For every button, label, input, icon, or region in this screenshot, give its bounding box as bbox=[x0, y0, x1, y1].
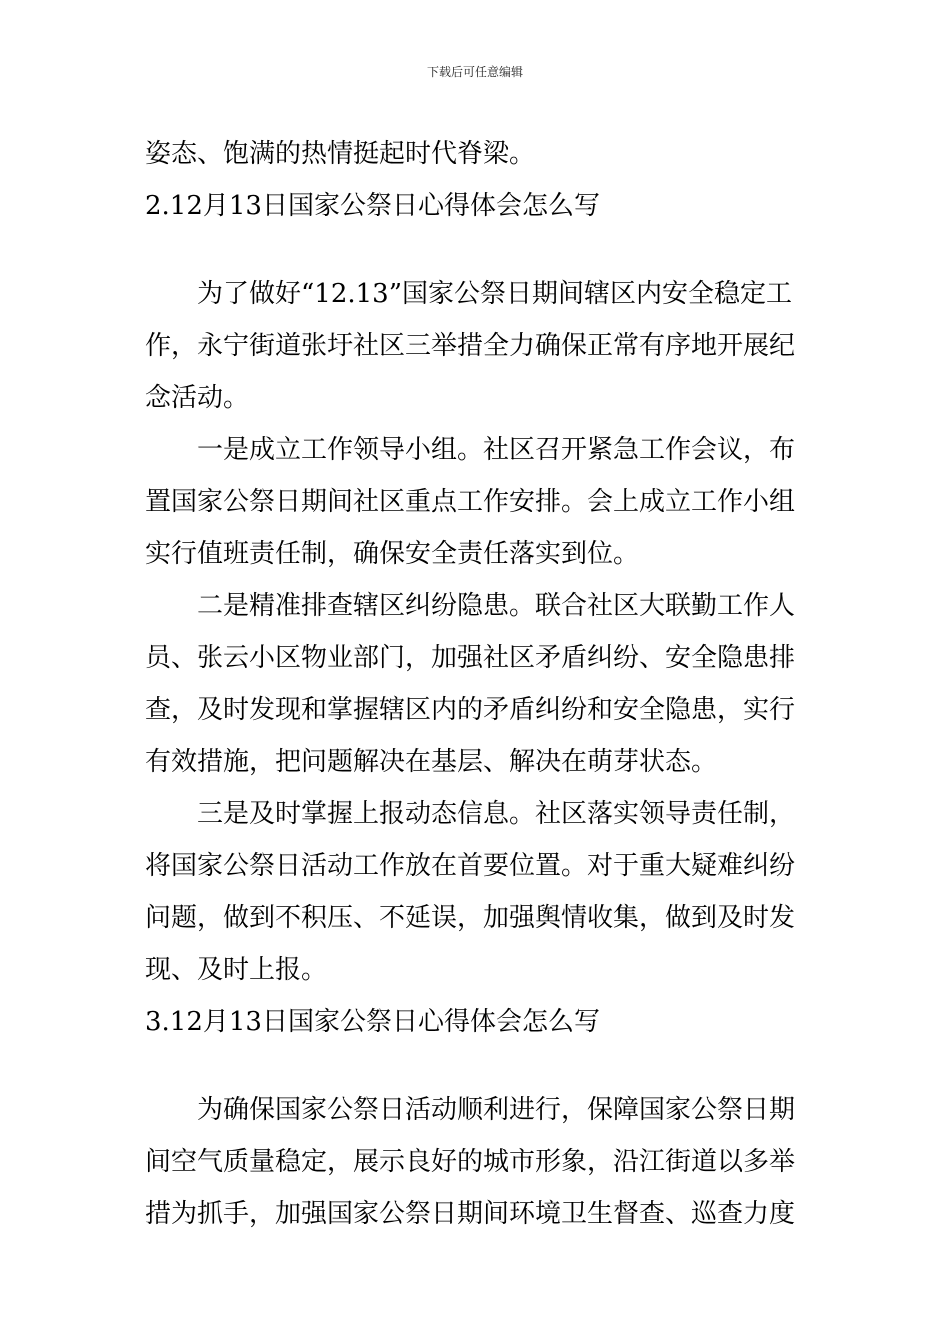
paragraph-line: 为了做好“12.13”国家公祭日期间辖区内安全稳定工 bbox=[197, 279, 793, 309]
paragraph-line: 作，永宁街道张圩社区三举措全力确保正常有序地开展纪 bbox=[145, 331, 796, 361]
paragraph-line: 为确保国家公祭日活动顺利进行，保障国家公祭日期 bbox=[197, 1095, 796, 1125]
paragraph-line: 查，及时发现和掌握辖区内的矛盾纠纷和安全隐患，实行 bbox=[145, 695, 796, 725]
page-header: 下载后可任意编辑 bbox=[426, 65, 523, 79]
blank-gap bbox=[145, 232, 809, 268]
paragraph-line: 二是精准排查辖区纠纷隐患。联合社区大联勤工作人 bbox=[197, 591, 796, 621]
paragraph-line: 现、及时上报。 bbox=[145, 955, 328, 985]
paragraph-line: 将国家公祭日活动工作放在首要位置。对于重大疑难纠纷 bbox=[145, 851, 796, 881]
paragraph-line: 有效措施，把问题解决在基层、解决在萌芽状态。 bbox=[145, 747, 718, 777]
section-heading: 3.12月13日国家公祭日心得体会怎么写 bbox=[145, 1007, 600, 1037]
paragraph-line: 三是及时掌握上报动态信息。社区落实领导责任制， bbox=[197, 799, 796, 829]
paragraph-line: 一是成立工作领导小组。社区召开紧急工作会议，布 bbox=[197, 435, 796, 465]
paragraph-line: 念活动。 bbox=[145, 383, 250, 413]
paragraph-line: 员、张云小区物业部门，加强社区矛盾纠纷、安全隐患排 bbox=[145, 643, 796, 673]
paragraph-line: 问题，做到不积压、不延误，加强舆情收集，做到及时发 bbox=[145, 903, 796, 933]
document-body bbox=[145, 128, 809, 1240]
paragraph-line: 姿态、饱满的热情挺起时代脊梁。 bbox=[145, 139, 536, 169]
paragraph-line: 间空气质量稳定，展示良好的城市形象，沿江街道以多举 bbox=[145, 1147, 796, 1177]
paragraph-line: 置国家公祭日期间社区重点工作安排。会上成立工作小组 bbox=[145, 487, 796, 517]
paragraph-line: 措为抓手，加强国家公祭日期间环境卫生督查、巡查力度 bbox=[145, 1199, 796, 1229]
blank-gap bbox=[145, 1048, 809, 1084]
section-heading: 2.12月13日国家公祭日心得体会怎么写 bbox=[145, 191, 600, 221]
paragraph-line: 实行值班责任制，确保安全责任落实到位。 bbox=[145, 539, 640, 569]
